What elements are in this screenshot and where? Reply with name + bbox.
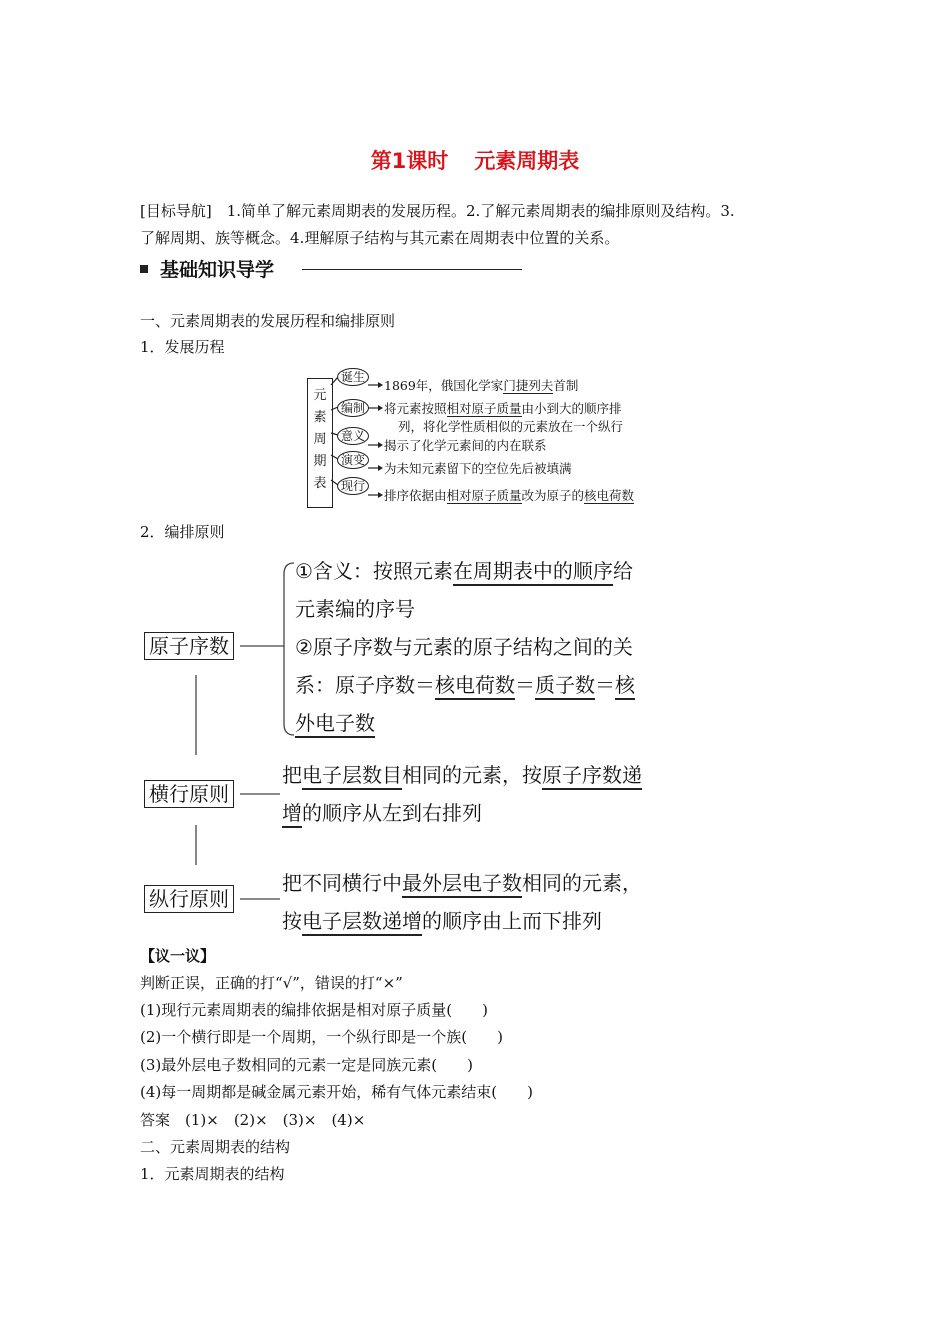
rule-text: 按	[282, 909, 302, 933]
part2-heading: 二、元素周期表的结构	[140, 1138, 291, 1156]
rule-blank: 原子序数递	[542, 763, 642, 790]
stage-tag: 诞生	[337, 368, 369, 386]
rule-blank: 电子层数递增	[302, 909, 422, 936]
rule-blank: 在周期表中的顺序	[453, 559, 613, 586]
stage-note	[384, 400, 622, 417]
row-rule-box: 横行原则	[144, 780, 234, 808]
page-title	[0, 145, 950, 175]
rule-text: 给	[612, 559, 633, 583]
atomic-number-box: 原子序数	[144, 632, 234, 660]
section-divider	[302, 269, 522, 270]
column-rule-line2	[282, 902, 602, 940]
discuss-heading: 【议一议】	[140, 947, 216, 965]
note-text: 将元素按照	[384, 401, 447, 416]
structure-heading: 1．元素周期表的结构	[140, 1165, 285, 1183]
discuss-item: (3)最外层电子数相同的元素一定是同族元素( )	[140, 1056, 473, 1074]
section-heading-text: 基础知识导学	[160, 259, 275, 281]
note-text: 改为原子的	[521, 488, 585, 503]
part1-heading: 一、元素周期表的发展历程和编排原则	[140, 312, 396, 330]
note-blank: 相对原子质量	[446, 401, 522, 416]
discuss-answer: 答案 (1)× (2)× (3)× (4)×	[140, 1111, 366, 1129]
side-char: 期	[313, 454, 327, 469]
goals-line-1: [目标导航] 1.简单了解元素周期表的发展历程。2.了解元素周期表的编排原则及结构。3.	[140, 202, 735, 220]
rule-blank: 质子数	[535, 673, 595, 700]
atomic-number-def-line1	[295, 552, 633, 590]
rule-text: ①含义：按照元素	[295, 559, 453, 583]
discuss-prompt: 判断正误，正确的打“√”，错误的打“×”	[140, 974, 403, 992]
atomic-number-rel-line2	[295, 666, 635, 704]
side-char: 表	[313, 476, 327, 491]
square-bullet-icon	[140, 265, 148, 273]
rule-text: 相同的元素，	[522, 871, 642, 895]
rule-blank: 核	[615, 673, 635, 700]
note-text: 由小到大的顺序排	[521, 401, 622, 416]
rule-text: ＝	[515, 673, 535, 697]
section-heading	[140, 257, 274, 283]
rule-text: 的顺序由上而下排列	[422, 909, 602, 933]
note-blank: 相对原子质量	[446, 488, 522, 503]
side-char: 周	[313, 432, 327, 447]
stage-note	[384, 377, 578, 394]
column-rule-box: 纵行原则	[144, 885, 234, 913]
rule-text: 相同的元素，按	[402, 763, 542, 787]
stage-note: 为未知元素留下的空位先后被填满	[384, 461, 572, 476]
note-text: 首制	[553, 378, 579, 393]
stage-tag: 意义	[337, 427, 369, 445]
row-rule-line2	[282, 794, 482, 832]
discuss-item: (1)现行元素周期表的编排依据是相对原子质量( )	[140, 1001, 488, 1019]
note-blank: 核电荷数	[584, 488, 635, 503]
note-text: 1869年，俄国化学家	[384, 378, 504, 393]
atomic-number-rel-line3	[295, 704, 375, 742]
history-heading: 1．发展历程	[140, 338, 225, 356]
atomic-number-def-line2: 元素编的序号	[295, 597, 415, 621]
rule-blank: 最外层电子数	[402, 871, 522, 898]
discuss-item: (4)每一周期都是碱金属元素开始，稀有气体元素结束( )	[140, 1083, 533, 1101]
stage-tag: 现行	[337, 477, 369, 495]
rule-blank: 外电子数	[295, 711, 375, 738]
side-char: 素	[313, 410, 327, 425]
rules-heading: 2．编排原则	[140, 523, 225, 541]
rule-blank: 增	[282, 801, 302, 828]
side-char: 元	[313, 388, 327, 403]
lesson-number: 第1课时	[370, 149, 449, 173]
rule-blank: 电子层数目	[302, 763, 402, 790]
stage-tag: 编制	[337, 399, 369, 417]
rule-text: 系：原子序数＝	[295, 673, 435, 697]
rule-text: 把	[282, 763, 302, 787]
atomic-number-rel-line1: ②原子序数与元素的原子结构之间的关	[295, 635, 633, 659]
rule-text: ＝	[595, 673, 615, 697]
stage-note-line2: 列，将化学性质相似的元素放在一个纵行	[398, 419, 624, 434]
note-text: 排序依据由	[384, 488, 447, 503]
stage-note: 揭示了化学元素间的内在联系	[384, 438, 547, 453]
lesson-topic: 元素周期表	[474, 149, 580, 173]
rule-text: 把不同横行中	[282, 871, 402, 895]
row-rule-line1	[282, 756, 642, 794]
stage-note	[384, 487, 634, 504]
rule-blank: 核电荷数	[435, 673, 515, 700]
rule-text: 的顺序从左到右排列	[302, 801, 482, 825]
stage-tag: 演变	[337, 451, 369, 469]
discuss-item: (2)一个横行即是一个周期，一个纵行即是一个族( )	[140, 1028, 503, 1046]
note-blank: 门捷列夫	[503, 378, 554, 393]
column-rule-line1	[282, 864, 642, 902]
goals-line-2: 了解周期、族等概念。4.理解原子结构与其元素在周期表中位置的关系。	[140, 229, 620, 247]
